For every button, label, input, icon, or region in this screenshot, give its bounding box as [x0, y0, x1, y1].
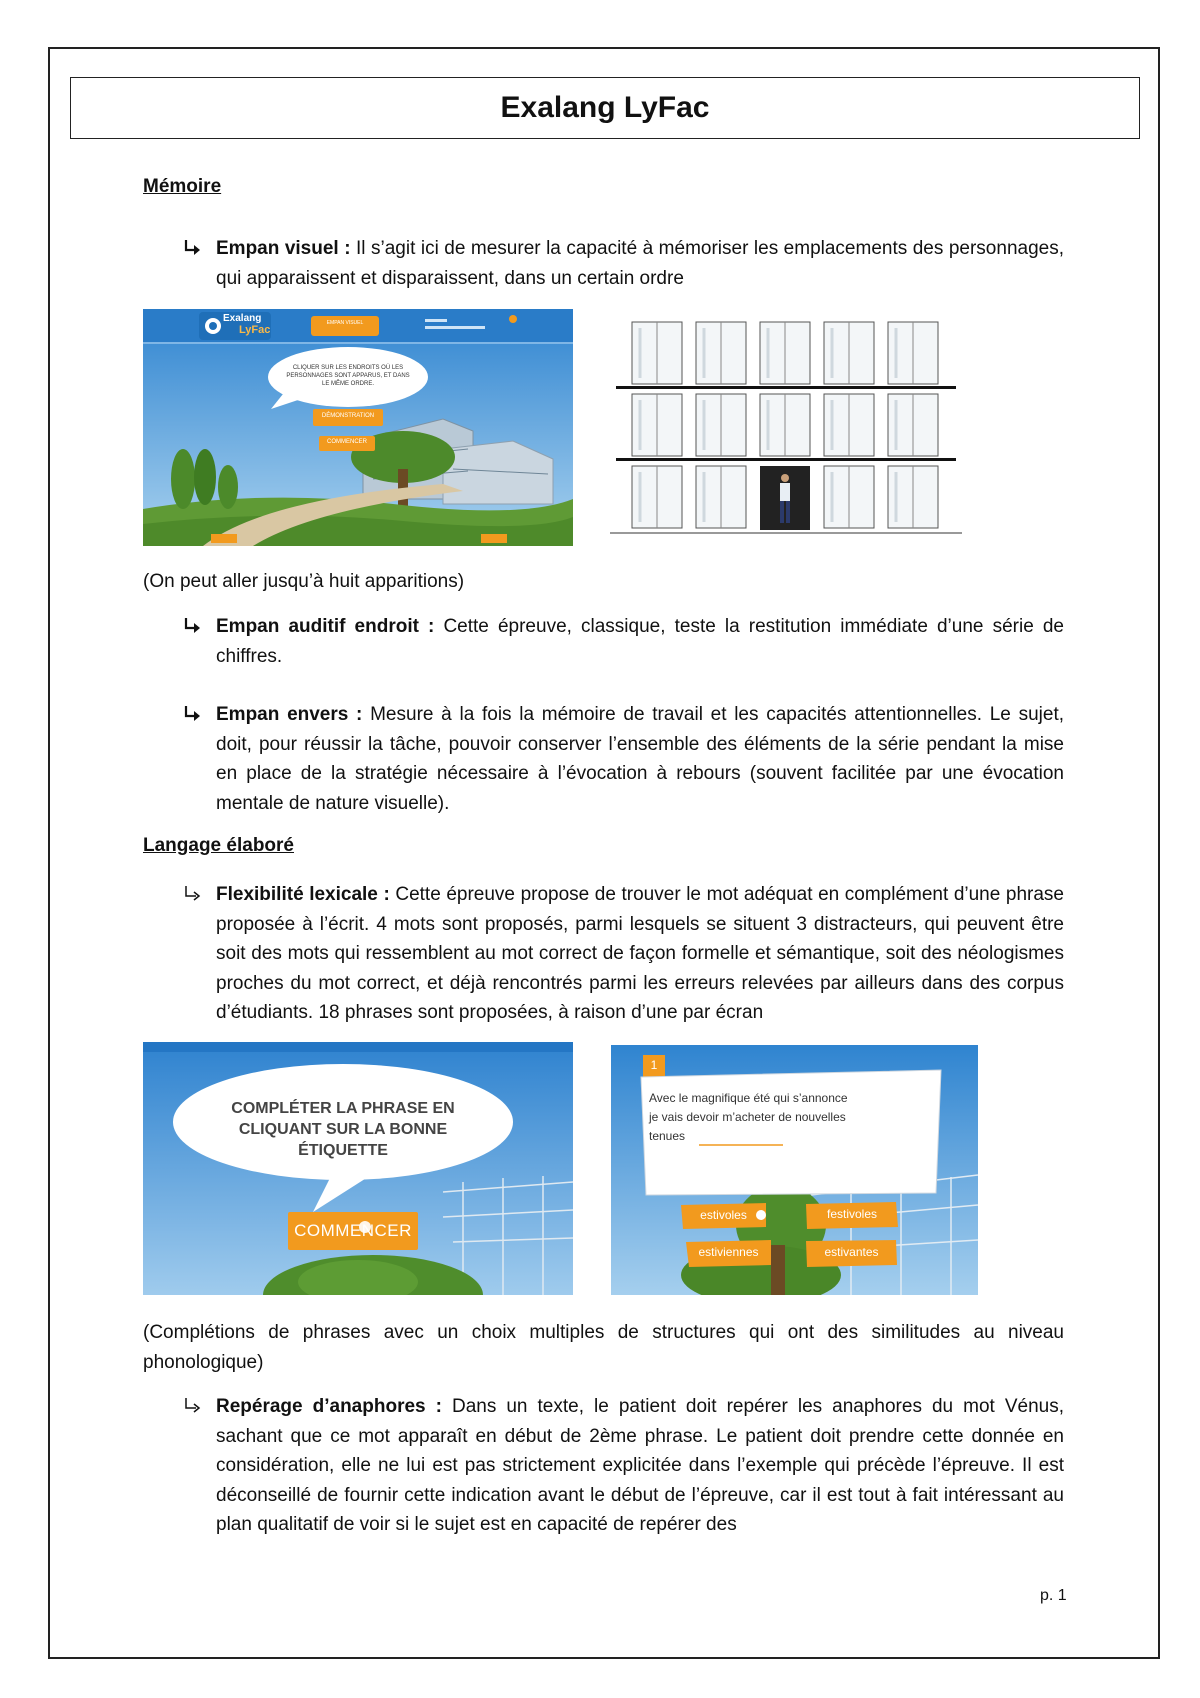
- arrow-bullet-icon: [182, 616, 204, 638]
- paragraph-empan-auditif: Empan auditif endroit : Cette épreuve, classique, teste la restitution immédiate d’une série de chiffres.: [216, 616, 1064, 667]
- arrow-bullet-icon: [182, 1396, 204, 1418]
- paragraph-empan-envers: Empan envers : Mesure à la fois la mémoire de travail et les capacités attentionnelles. Le sujet, doit, pour réussir la tâche, pouvoir conserver l’ensemble des éléments de la série pendant la mise en place de la stratégie nécessaire à l’évocation à rebours (souvent facilitée par une évocation mentale de nature visuelle).: [216, 704, 1065, 814]
- note-completions: (Complétions de phrases avec un choix multiples de structures qui ont des similitudes au niveau phonologique): [143, 1322, 1064, 1373]
- arrow-bullet-icon: [182, 884, 204, 906]
- game-logo-text: Exalang: [223, 313, 262, 324]
- phrase-intro-bubble: COMPLÉTER LA PHRASE EN CLIQUANT SUR LA BONNE ÉTIQUETTE: [231, 1100, 455, 1159]
- paragraph-empan-visuel: Empan visuel : Il s’agit ici de mesurer la capacité à mémoriser les emplacements des personnages, qui apparaissent et disparaissent, dans un certain ordre: [216, 238, 1064, 289]
- screenshot-building-windows: [610, 316, 962, 538]
- game-logo-sub: LyFac: [239, 324, 271, 336]
- section-title-memoire: Mémoire: [143, 176, 222, 197]
- note-apparitions: (On peut aller jusqu’à huit apparitions): [143, 571, 465, 592]
- paragraph-flexibilite: Flexibilité lexicale : Cette épreuve propose de trouver le mot adéquat en complément d’une phrase proposée à l’écrit. 4 mots sont proposés, parmi lesquels se situent 3 distracteurs, qui peuvent être soit des mots qui ressemblent au mot correct de façon formelle et sémantique, soit des néologismes proches du mot correct, et déjà rencontrés parmi les erreurs relevées par ailleurs dans des corpus d’étudiants. 18 phrases sont proposées, à raison d’une par écran: [216, 884, 1064, 1023]
- choice-estivantes[interactable]: estivantes: [824, 1245, 879, 1259]
- item-sentence: Avec le magnifique été qui s’annonce je vais devoir m’acheter de nouvelles tenues: [649, 1091, 848, 1143]
- game-start-button[interactable]: COMMENCER: [327, 439, 367, 445]
- game-header-button[interactable]: EMPAN VISUEL: [326, 320, 364, 326]
- choice-estiviennes[interactable]: estiviennes: [698, 1245, 759, 1259]
- game-demo-button[interactable]: DÉMONSTRATION: [321, 413, 375, 419]
- screenshot-phrase-item: [611, 1045, 978, 1295]
- screenshot-phrase-intro: [143, 1042, 573, 1295]
- arrow-bullet-icon: [182, 238, 204, 260]
- game-instruction-bubble: CLIQUER SUR LES ENDROITS OÙ LES PERSONNAGES SONT APPARUS, ET DANS LE MÊME ORDRE.: [286, 365, 410, 387]
- document-title: Exalang LyFac: [70, 77, 1140, 139]
- screenshot-empan-visuel-game: [143, 309, 573, 546]
- choice-festivoles[interactable]: festivoles: [826, 1207, 878, 1221]
- choice-estivoles[interactable]: estivoles: [700, 1208, 747, 1222]
- arrow-bullet-icon: [182, 704, 204, 726]
- page-number: p. 1: [1040, 1587, 1067, 1604]
- item-number-badge: 1: [650, 1058, 658, 1072]
- section-title-langage: Langage élaboré: [143, 835, 294, 856]
- phrase-intro-start-button[interactable]: COMMENCER: [294, 1221, 412, 1240]
- paragraph-anaphores: Repérage d’anaphores : Dans un texte, le patient doit repérer les anaphores du mot Vénus, sachant que ce mot apparaît en début de 2ème phrase. Le patient doit prendre cette donnée en considération, elle ne lui est pas strictement explicitée dans l’exemple qui précède l’épreuve. Il est déconseillé de fournir cette indication avant le début de l’épreuve, car il est tout à fait intéressant au plan qualitatif de voir si le sujet est en capacité de repérer des: [216, 1396, 1064, 1535]
